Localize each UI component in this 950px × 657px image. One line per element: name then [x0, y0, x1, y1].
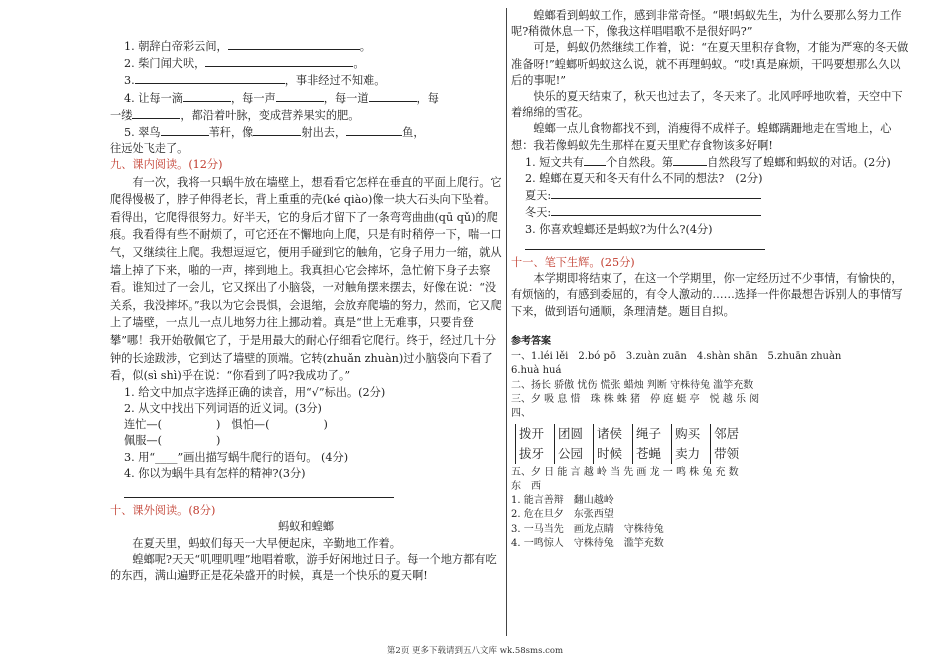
blank-line[interactable] — [161, 124, 209, 136]
answer-line: 6.huà huá — [511, 365, 562, 377]
blank-line[interactable] — [132, 107, 180, 119]
answer-line: 东 西 — [511, 480, 541, 492]
answer-line: 二、扬长 骄傲 忧伤 慌张 蜡烛 判断 守株待兔 滥竽充数 — [511, 379, 754, 391]
blank-line[interactable] — [228, 38, 360, 50]
blank-line[interactable] — [183, 90, 231, 102]
essay-prompt: 本学期即将结束了，在这一个学期里，你一定经历过不少事情，有愉快的，有烦恼的，有感到委屈的，有令人激动的……选择一件你最想告诉别人的事情写下来，做到语句通顺，条理清楚。题目自拟。 — [511, 272, 903, 318]
blank-line[interactable] — [253, 124, 301, 136]
question-2: 2. 蝗螂在夏天和冬天有什么不同的想法? (2分) — [525, 172, 763, 186]
word-pair: 拨开 拔牙 — [515, 424, 544, 464]
story-paragraph: 蝗螂一点儿食物都找不到，消瘦得不成样子。蝗螂蹒跚地走在雪地上，心想：我若像蚂蚁先生那样在夏天里贮存食物该多好啊! — [511, 122, 892, 152]
blank-line[interactable] — [584, 154, 606, 166]
question-3: 3. 用“____”画出描写蜗牛爬行的语句。 (4分) — [124, 450, 349, 464]
answer-line[interactable] — [511, 238, 911, 255]
question-3: 3. 你喜欢蝗螂还是蚂蚁?为什么?(4分) — [525, 222, 713, 236]
answer-key-tail — [511, 466, 911, 552]
fill-item-cont: 往远处飞走了。 — [110, 142, 189, 156]
section-heading-10: 十、课外阅读。(8分) — [110, 504, 216, 518]
fill-item-cont: 一缕 ，都沿着叶脉，变成营养果实的肥。 — [110, 108, 360, 122]
page-footer: 第2页 更多下载请到五八文库 wk.58sms.com — [386, 646, 564, 656]
question-1: 1. 给文中加点字选择正确的读音，用“√”标出。(2分) — [124, 385, 386, 399]
answer-line: 3. 一马当先 画龙点睛 守株待兔 — [511, 523, 664, 535]
right-column — [511, 8, 911, 551]
fill-item: 5. 翠鸟 苇秆，像 射出去， 鱼， — [124, 126, 425, 140]
answer-line[interactable] — [110, 486, 502, 503]
answer-line: 四、 — [511, 408, 531, 420]
word-pair: 诸侯 时候 — [593, 424, 622, 464]
answer-line: 五、夕 日 能 言 越 岭 当 先 画 龙 一 鸣 株 兔 充 数 — [511, 466, 739, 478]
word-pair: 绳子 苍蝇 — [632, 424, 661, 464]
fill-item: 2. 柴门闻犬吠， 。 — [124, 57, 365, 71]
winter-answer: 冬天: — [511, 204, 911, 221]
story-paragraph: 快乐的夏天结束了，秋天也过去了，冬天来了。北风呼呼地吹着，天空中下着绵绵的雪花。 — [511, 90, 903, 120]
blank-line[interactable] — [551, 204, 761, 216]
word-pairs — [515, 424, 911, 464]
left-column — [110, 38, 502, 584]
fill-item: 3. ，事非经过不知难。 — [124, 74, 386, 88]
answer-line: 一、1.léi lěi 2.bó pō 3.zuàn zuān 4.shàn shān 5.zhuān zhuàn — [511, 351, 842, 363]
answer-key-title: 参考答案 — [511, 335, 551, 347]
question-4: 4. 你以为蜗牛具有怎样的精神?(3分) — [124, 466, 306, 480]
fill-item: 4. 让每一滴 ，每一声 ，每一道 ，每 — [124, 91, 439, 105]
question-2: 2. 从文中找出下列词语的近义词。(3分) — [124, 401, 322, 415]
story-paragraph: 在夏天里，蚂蚁们每天一大早便起床，辛勤地工作着。 — [132, 536, 401, 550]
answer-line: 4. 一鸣惊人 守株待兔 滥竽充数 — [511, 538, 664, 550]
synonym-row: 佩服—( ) — [124, 434, 221, 448]
passage-snail: 有一次，我将一只蜗牛放在墙壁上，想看看它怎样在垂直的平面上爬行。它爬得慢极了，脖子伸得老长，背上重重的壳(ké qiào)像一块大石头向下坠着。看得出，它爬得很努力。好半天，它的身后才留下了一条弯弯曲曲(qū qǔ)的爬痕。我看得有些不耐烦了，可它还在不懈地向上爬，只是有时稍停一下，喘一口气，又继续往上爬。我想逗逗它，便用手碰到它的触角，它身子用力一缩，就从墙上掉了下来，啪的一声，摔到地上。我真担心它会摔坏，急忙俯下身子去察看。谁知过了一会儿，它又探出了小脑袋，一对触角摆来摆去，好像在说：“没关系，我没摔坏。”我以为它会畏惧，会退缩，会放弃爬墙的努力，然而，它又爬上了墙壁，一点儿一点儿地努力往上挪动着。真是“世上无难事，只要肯登攀”哪！我开始敬佩它了，于是用最大的耐心仔细看它爬行。终于，经过几十分钟的长途跋涉，它到达了墙壁的顶端。它转(zhuǎn zhuàn)过小脑袋向下看了看，似(sì shì)乎在说：“你看到了吗?我成功了。” — [110, 175, 502, 383]
story-title: 蚂蚁和蝗螂 — [278, 520, 334, 534]
answer-line: 1. 能言善辩 翻山越岭 — [511, 495, 614, 507]
blank-line[interactable] — [205, 55, 353, 67]
summer-answer: 夏天: — [511, 187, 911, 204]
blank-line[interactable] — [346, 124, 402, 136]
question-1: 1. 短文共有 个自然段。第 自然段写了蝗螂和蚂蚁的对话。(2分) — [525, 155, 891, 169]
answer-line: 三、夕 吸 息 惜 珠 株 蛛 猪 停 庭 蜓 亭 悦 越 乐 阅 — [511, 393, 760, 405]
blank-line[interactable] — [276, 90, 324, 102]
word-pair: 团圆 公园 — [554, 424, 583, 464]
word-pair: 邻居 带领 — [710, 424, 739, 464]
answer-line: 2. 危在旦夕 东张西望 — [511, 509, 614, 521]
blank-line[interactable] — [673, 154, 707, 166]
synonym-row: 连忙—( ) 惧怕—( ) — [124, 418, 328, 432]
section-heading-11: 十一、笔下生辉。(25分) — [511, 256, 635, 270]
blank-line[interactable] — [135, 72, 285, 84]
section-heading-9: 九、课内阅读。(12分) — [110, 158, 223, 172]
word-pair: 购买 卖力 — [671, 424, 700, 464]
story-paragraph: 蝗螂呢?天天“叽哩叽哩”地唱着歌，游手好闲地过日子。每一个地方都有吃的东西，满山遍野正是花朵盛开的时候，真是一个快乐的夏天啊! — [110, 552, 497, 582]
story-paragraph: 蝗螂看到蚂蚁工作，感到非常奇怪。“喂!蚂蚁先生，为什么要那么努力工作呢?稍微休息一下，像我这样唱唱歌不是很好吗?” — [511, 9, 902, 39]
blank-line[interactable] — [369, 90, 417, 102]
story-paragraph: 可是，蚂蚁仍然继续工作着，说：“在夏天里积存食物，才能为严寒的冬天做准备呀!”蝗螂听蚂蚁这么说，就不再理蚂蚁。“哎!真是麻烦，干吗要想那么久以后的事呢!” — [511, 41, 909, 87]
fill-item: 1. 朝辞白帝彩云间， 。 — [124, 40, 371, 53]
blank-line[interactable] — [551, 187, 761, 199]
answer-key — [511, 350, 911, 421]
column-divider — [506, 8, 507, 636]
